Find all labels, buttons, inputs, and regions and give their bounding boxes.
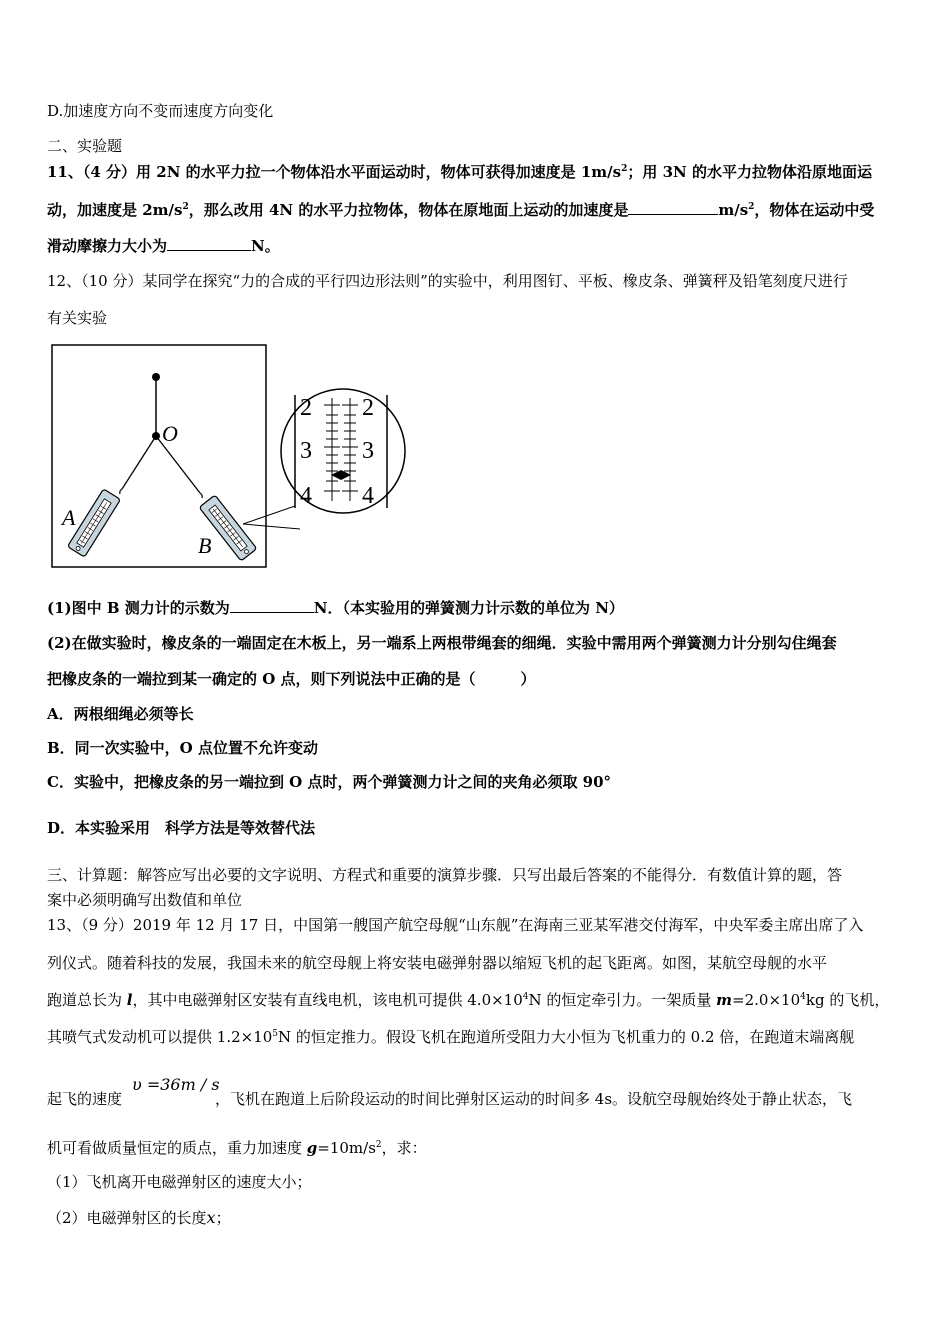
q12-line-1: 12、（10 分）某同学在探究“力的合成的平行四边形法则”的实验中，利用图钉、平板、橡皮条、弹簧秤及铅笔刻度尺进行: [47, 272, 848, 290]
q12-part-2-line-1: (2)在做实验时，橡皮条的一端固定在木板上，另一端系上两根带绳套的细绳．实验中需用两个弹簧测力计分别勾住绳套: [47, 634, 837, 652]
hook-b: [200, 493, 202, 498]
label-o: O: [162, 421, 178, 446]
force-diagram: [50, 343, 410, 571]
q13-line-6: 机可看做质量恒定的质点，重力加速度 $g=10m/s^2$，求：: [47, 1139, 427, 1157]
q11-line-3: 滑动摩擦力大小为 N。: [47, 237, 280, 255]
q13-item-1: （1）飞机离开电磁弹射区的速度大小；: [47, 1173, 312, 1191]
q13-item-2: （2）电磁弹射区的长度x；: [47, 1208, 231, 1227]
q13-line-4: 其喷气式发动机可以提供 $1.2\times 10^5N$ 的恒定推力。假设飞机在跑道所受阻力大小恒为飞机重力的 0.2 倍，在跑道末端离舰: [47, 1028, 855, 1046]
string-a: [122, 436, 156, 489]
experiment-figure: [50, 343, 410, 571]
q13-line-5: 起飞的速度 ，飞机在跑道上后阶段运动的时间比弹射区运动的时间多 4s。设航空母舰始终处于静止状态，飞: [47, 1090, 853, 1108]
answer-blank-friction[interactable]: [167, 236, 251, 251]
q13-line-1: 13、（9 分）2019 年 12 月 17 日，中国第一艘国产航空母舰“山东舰”在海南三亚某军港交付海军，中央军委主席出席了入: [47, 916, 864, 934]
label-b: B: [198, 533, 212, 558]
scale-left-3: 3: [300, 438, 312, 464]
scale-right-4: 4: [362, 483, 374, 509]
hook-a: [120, 489, 122, 494]
label-a: A: [62, 505, 76, 530]
velocity-formula: υ =36m / s: [132, 1075, 220, 1094]
callout-line-2: [243, 524, 300, 529]
q11-line-2: 动，加速度是 $2m/s^2$，那么改用 4N 的水平力拉物体，物体在原地面上运动的加速度是 $m/s^2$，物体在运动中受: [47, 201, 875, 219]
q12-part-2-line-2: 把橡皮条的一端拉到某一确定的 O 点，则下列说法中正确的是（ ）: [47, 670, 536, 688]
scale-left-2: 2: [300, 395, 312, 421]
scale-right-2: 2: [362, 395, 374, 421]
answer-blank-b-reading[interactable]: [230, 598, 314, 613]
option-d-previous: D.加速度方向不变而速度方向变化: [47, 102, 274, 120]
answer-blank-acceleration[interactable]: [628, 200, 718, 215]
q12-part-1: (1)图中 B 测力计的示数为 N．（本实验用的弹簧测力计示数的单位为 N）: [47, 599, 624, 617]
q13-line-3: 跑道总长为 l，其中电磁弹射区安装有直线电机，该电机可提供 $4.0\times 10^4N$ 的恒定牵引力。一架质量 $m=2.0\times 10^4kg$ 的飞机，: [47, 991, 890, 1009]
section-3-line-1: 三、计算题：解答应写出必要的文字说明、方程式和重要的演算步骤．只写出最后答案的不能得分．有数值计算的题，答: [47, 866, 843, 884]
scale-right-3: 3: [362, 438, 374, 464]
q13-line-2: 列仪式。随着科技的发展，我国未来的航空母舰上将安装电磁弹射器以缩短飞机的起飞距离。如图，某航空母舰的水平: [47, 954, 828, 972]
scale-left-4: 4: [300, 483, 312, 509]
q12-line-2: 有关实验: [47, 309, 108, 327]
q12-option-c: C．实验中，把橡皮条的另一端拉到 O 点时，两个弹簧测力计之间的夹角必须取 90°: [47, 773, 612, 791]
pin-point: [152, 373, 160, 381]
q12-option-d: D．本实验采用 科学方法是等效替代法: [47, 819, 316, 837]
q12-option-b: B．同一次实验中，O 点位置不允许变动: [47, 739, 318, 757]
q11-line-1: 11、（4 分）用 2N 的水平力拉一个物体沿水平面运动时，物体可获得加速度是 $1m/s^2$；用 3N 的水平力拉物体沿原地面运: [47, 163, 872, 181]
section-3-line-2: 案中必须明确写出数值和单位: [47, 891, 243, 909]
callout-line-1: [243, 506, 295, 524]
section-2-heading: 二、实验题: [47, 137, 123, 155]
string-b: [156, 436, 200, 493]
q12-option-a: A．两根细绳必须等长: [47, 705, 194, 723]
